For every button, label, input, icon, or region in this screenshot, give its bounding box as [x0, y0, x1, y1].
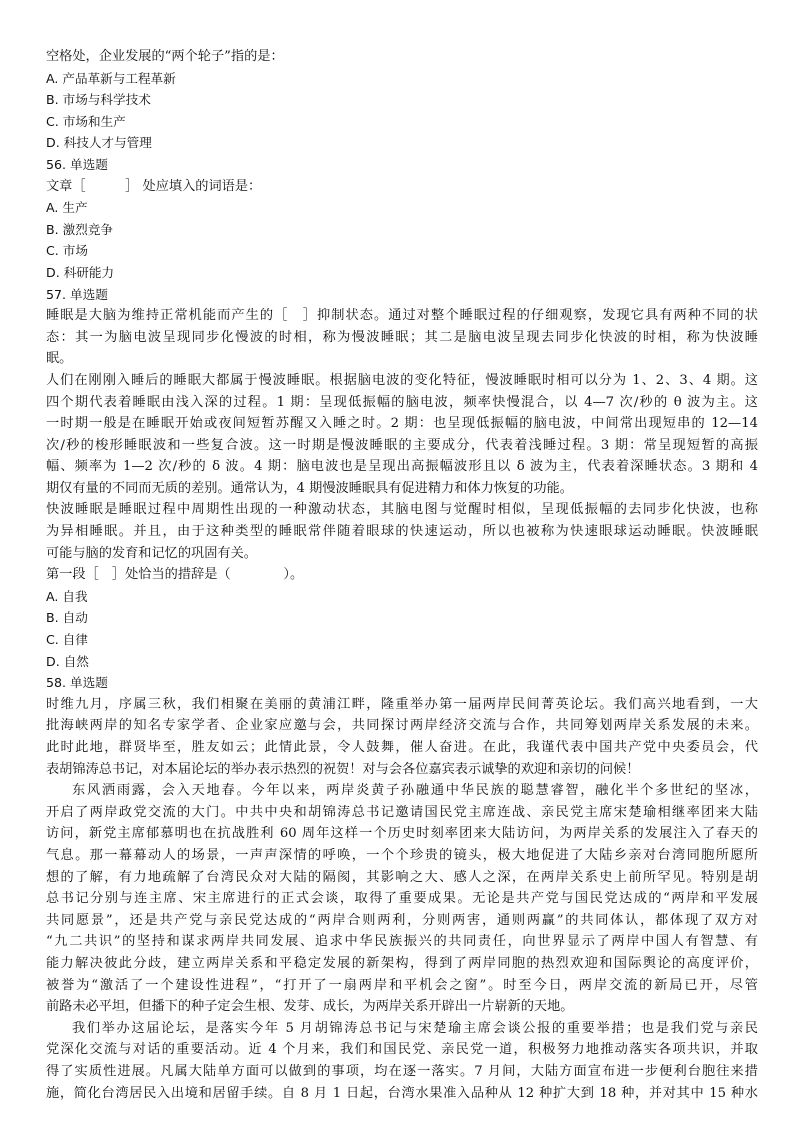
question-56-stem: 文章［ ］ 处应填入的词语是： [46, 178, 262, 194]
passage-57-p1-line: 眠。 [46, 351, 73, 367]
passage-58-p1-line: 时维九月，序属三秋，我们相聚在美丽的黄浦江畔，隆重举办第一届两岸民间菁英论坛。我们高兴地看到，一大 [46, 696, 758, 712]
question-56-option-a: A. 生产 [46, 200, 88, 216]
passage-58-p1-line: 表胡锦涛总书记，对本届论坛的举办表示热烈的祝贺！对与会各位嘉宾表示诚挚的欢迎和亲切的问候！ [46, 761, 640, 777]
question-57-stem: 第一段［ ］处恰当的措辞是（ ）。 [46, 567, 304, 583]
passage-58-p2-line: 能力解决彼此分歧，建立两岸关系和平稳定发展的新架构，得到了两岸同胞的热烈欢迎和国际舆论的高度评价， [46, 955, 758, 971]
question-56-option-d: D. 科研能力 [46, 264, 115, 280]
passage-57-p1-line: 态：其一为脑电波呈现同步化慢波的时相，称为慢波睡眠；其二是脑电波呈现去同步化快波的时相，称为快波睡 [46, 329, 758, 345]
passage-58-p3-line: 我们举办这届论坛，是落实今年 5 月胡锦涛总书记与宋楚瑜主席会谈公报的重要举措；也是我们党与亲民 [72, 1020, 758, 1036]
question-55-stem: 空格处，企业发展的“两个轮子”指的是： [46, 49, 284, 64]
question-55-option-c: C. 市场和生产 [46, 113, 126, 129]
passage-58-p1-line: 批海峡两岸的知名专家学者、企业家应邀与会，共同探讨两岸经济交流与合作，共同筹划两岸关系发展的未来。 [46, 718, 758, 734]
passage-58-p3-line: 得了实质性进展。凡属大陆单方面可以做到的事项，均在逐一落实。7 月间，大陆方面宣布进一步便利台胞往来措 [46, 1063, 758, 1079]
passage-57-p2-line: 人们在刚刚入睡后的睡眠大都属于慢波睡眠。根据脑电波的变化特征，慢波睡眠时相可以分为 1、2、3、4 期。这 [46, 372, 758, 388]
passage-58-p2-line: 想的了解，有力地疏解了台湾民众对大陆的隔阂，其影响之大、感人之深，在两岸关系史上前所罕见。特别是胡 [46, 869, 758, 885]
passage-57-p2-line: 四个期代表着睡眠由浅入深的过程。1 期：呈现低振幅的脑电波，频率快慢混合，以 4—7 次/秒的 θ 波为主。这 [46, 394, 758, 410]
question-56-option-c: C. 市场 [46, 243, 88, 259]
passage-57-p2-line: 次/秒的梭形睡眠波和一些复合波。这一时期是慢波睡眠的主要成分，代表着浅睡过程。3 期：常呈现短暂的高振 [46, 437, 758, 453]
passage-57-p3-line: 为异相睡眠。并且，由于这种类型的睡眠常伴随着眼球的快速运动，所以也被称为快速眼球运动睡眠。快波睡眠 [46, 524, 758, 540]
question-57-option-a: A. 自我 [46, 588, 88, 604]
passage-58-p2-line: 开启了两岸政党交流的大门。中共中央和胡锦涛总书记邀请国民党主席连战、亲民党主席宋楚瑜相继率团来大陆 [46, 804, 758, 820]
passage-58-p2-line: 共同愿景”，还是共产党与亲民党达成的“两岸合则两利，分则两害，通则两赢”的共同体认，都体现了双方对 [46, 912, 758, 928]
passage-58-p2-line: 气息。那一幕幕动人的场景，一声声深情的呼唤，一个个珍贵的镜头，极大地促进了大陆乡亲对台湾同胞所愿所 [46, 847, 758, 863]
question-57-number: 57. 单选题 [46, 286, 108, 302]
passage-57-p2-line: 期仅有量的不同而无质的差别。通常认为，4 期慢波睡眠具有促进精力和体力恢复的功能。 [46, 480, 573, 496]
passage-57-p3-line: 可能与脑的发育和记忆的巩固有关。 [46, 545, 257, 561]
question-57-option-d: D. 自然 [46, 653, 89, 669]
passage-58-p2-line: 东风洒雨露，会入天地春。今年以来，两岸炎黄子孙融通中华民族的聪慧睿智，融化半个多世纪的坚冰， [72, 783, 758, 799]
passage-57-p3-line: 快波睡眠是睡眠过程中周期性出现的一种激动状态，其脑电图与觉醒时相似，呈现低振幅的去同步化快波，也称 [46, 502, 758, 518]
question-57-option-c: C. 自律 [46, 632, 88, 648]
passage-58-p2-line: 前路未必平坦，但播下的种子定会生根、发芽、成长，为两岸关系开辟出一片崭新的天地。 [46, 999, 574, 1015]
passage-58-p2-line: 访问，新党主席郁慕明也在抗战胜利 60 周年这样一个历史时刻率团来大陆访问，为两岸关系的发展注入了春天的 [46, 826, 758, 842]
passage-58-p2-line: 被誉为“激活了一个建设性进程”，“打开了一扇两岸和平机会之窗”。时至今日，两岸交流的新局已开，尽管 [46, 977, 758, 993]
question-56-number: 56. 单选题 [46, 156, 108, 172]
question-58-number: 58. 单选题 [46, 675, 108, 691]
question-55-option-b: B. 市场与科学技术 [46, 92, 151, 108]
passage-58-p1-line: 此时此地，群贤毕至，胜友如云；此情此景，令人鼓舞，催人奋进。在此，我谨代表中国共产党中央委员会，代 [46, 740, 758, 755]
passage-58-p3-line: 施，简化台湾居民入出境和居留手续。自 8 月 1 日起，台湾水果准入品种从 12 种扩大到 18 种，并对其中 15 种水 [46, 1085, 758, 1101]
passage-57-p2-line: 幅、频率为 1—2 次/秒的 δ 波。4 期：脑电波也是呈现出高振幅波形且以 δ 波为主，代表着深睡状态。3 期和 4 [46, 459, 758, 475]
document-page [46, 46, 758, 1104]
question-55-option-d: D. 科技人才与管理 [46, 135, 152, 151]
passage-57-p2-line: 一时期一般是在睡眠开始或夜间短暂苏醒又入睡之时。2 期：也呈现低振幅的脑电波，中间常出现短串的 12—14 [46, 416, 758, 432]
passage-57-p1-line: 睡眠是大脑为维持正常机能而产生的［ ］抑制状态。通过对整个睡眠过程的仔细观察，发现它具有两种不同的状 [46, 308, 758, 324]
passage-58-p2-line: “九二共识”的坚持和谋求两岸共同发展、追求中华民族振兴的共同责任，向世界显示了两岸中国人有智慧、有 [46, 934, 758, 950]
question-55-option-a: A. 产品革新与工程革新 [46, 70, 176, 86]
passage-58-p2-line: 总书记分别与连主席、宋主席进行的正式会谈，取得了重要成果。无论是共产党与国民党达成的“两岸和平发展 [46, 891, 758, 907]
question-56-option-b: B. 激烈竞争 [46, 221, 114, 237]
question-57-option-b: B. 自动 [46, 610, 88, 626]
passage-58-p3-line: 党深化交流与对话的重要活动。近 4 个月来，我们和国民党、亲民党一道，积极努力地推动落实各项共识，并取 [46, 1042, 758, 1058]
